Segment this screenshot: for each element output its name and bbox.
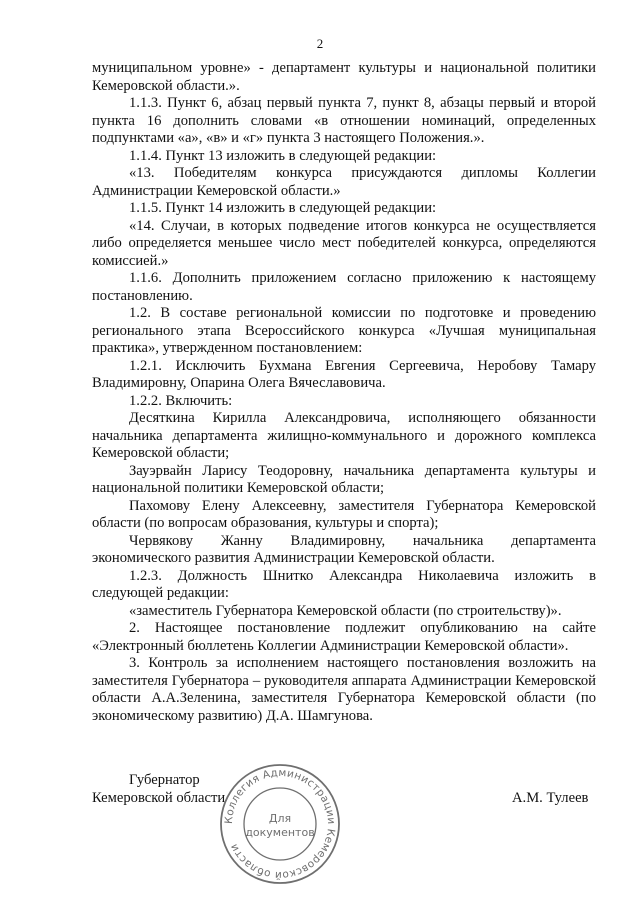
paragraph: 1.2.1. Исключить Бухмана Евгения Сергеевича, Неробову Тамару Владимировну, Опарина Олега Вячеславовича. (92, 357, 596, 391)
official-stamp (218, 762, 342, 886)
paragraph: 1.1.3. Пункт 6, абзац первый пункта 7, пункт 8, абзацы первый и второй пункта 16 дополнить словами «в отношении номинаций, определенных подпунктами «а», «в» и «г» пункта 3 настоящего Положения.». (92, 95, 596, 146)
document-body (92, 60, 596, 725)
stamp-center-line2: документов (245, 826, 315, 839)
signature-name: А.М. Тулеев (512, 790, 589, 806)
paragraph: «13. Победителям конкурса присуждаются дипломы Коллегии Администрации Кемеровской области.» (92, 165, 596, 199)
stamp-ring-text: Коллегия Администрации Кемеровской области (222, 766, 338, 882)
page-number: 2 (316, 36, 324, 51)
paragraph: Червякову Жанну Владимировну, начальника департамента экономического развития Администрации Кемеровской области. (92, 532, 596, 566)
paragraph: Десяткина Кирилла Александровича, исполняющего обязанности начальника департамента жилищно-коммунального и дорожного комплекса Кемеровской области; (92, 410, 596, 461)
paragraph: муниципальном уровне» - департамент культуры и национальной политики Кемеровской области.». (92, 60, 596, 94)
signature-title-line2: Кемеровской области (92, 790, 226, 806)
paragraph: 1.1.6. Дополнить приложением согласно приложению к настоящему постановлению. (92, 270, 596, 304)
paragraph: «14. Случаи, в которых подведение итогов конкурса не осуществляется либо определяется меньшее число мест победителей конкурса, определяются комиссией.» (92, 217, 596, 269)
paragraph: 1.2.3. Должность Шнитко Александра Николаевича изложить в следующей редакции: (92, 567, 596, 601)
signature-title-line1: Губернатор (129, 772, 200, 788)
paragraph: 1.2. В составе региональной комиссии по подготовке и проведению регионального этапа Всероссийского конкурса «Лучшая муниципальная практика», утвержденном постановлением: (92, 305, 596, 356)
paragraph: 3. Контроль за исполнением настоящего постановления возложить на заместителя Губернатора – руководителя аппарата Администрации Кемеровской области А.А.Зеленина, заместителя Губернатора Кемеровской области (по экономическому развитию) Д.А. Шамгунова. (92, 655, 596, 724)
paragraph: 2. Настоящее постановление подлежит опубликованию на сайте «Электронный бюллетень Коллегии Администрации Кемеровской области». (92, 620, 596, 654)
paragraph: 1.2.2. Включить: (129, 392, 233, 409)
paragraph: Зауэрвайн Ларису Теодоровну, начальника департамента культуры и национальной политики Кемеровской области; (92, 462, 596, 496)
stamp-center-line1: Для (268, 812, 292, 825)
paragraph: 1.1.5. Пункт 14 изложить в следующей редакции: (129, 200, 437, 216)
paragraph: «заместитель Губернатора Кемеровской области (по строительству)». (129, 602, 562, 619)
paragraph: Пахомову Елену Алексеевну, заместителя Губернатора Кемеровской области (по вопросам образования, культуры и спорта); (92, 497, 596, 531)
paragraph: 1.1.4. Пункт 13 изложить в следующей редакции: (129, 147, 437, 164)
